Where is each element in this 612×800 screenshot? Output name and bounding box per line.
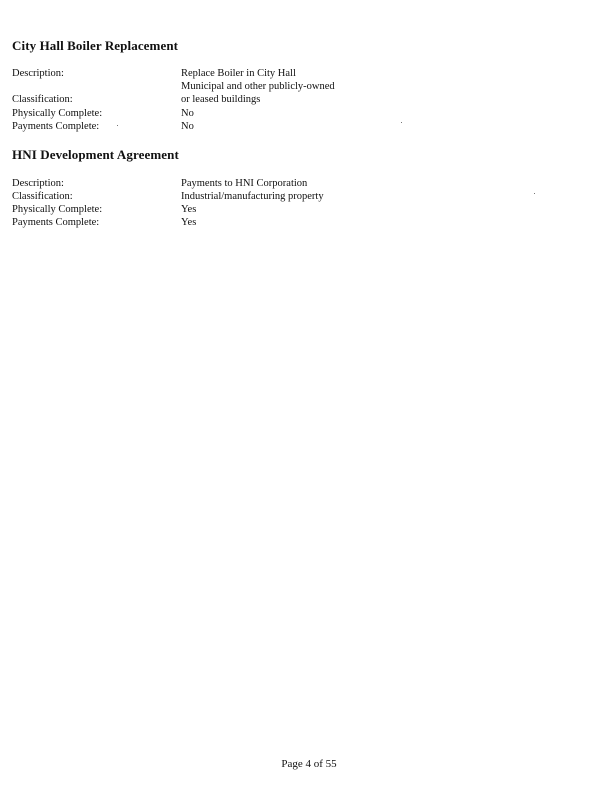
field-label: Payments Complete: [12, 121, 100, 132]
field-label: Classification: [12, 191, 73, 202]
field-label: Description: [12, 178, 64, 189]
field-value: Yes [181, 204, 197, 215]
field-value: Municipal and other publicly-owned [181, 81, 335, 92]
field-value: Replace Boiler in City Hall [181, 68, 296, 79]
field-value: No [181, 121, 194, 132]
field-value: No [181, 108, 194, 119]
scan-speck [117, 125, 118, 126]
field-label: Description: [12, 68, 64, 79]
field-value: Yes [181, 217, 197, 228]
page-footer [0, 758, 612, 770]
scan-speck [534, 193, 535, 194]
field-label: Physically Complete: [12, 108, 103, 119]
field-label: Payments Complete: [12, 217, 100, 228]
field-value: or leased buildings [181, 94, 261, 105]
field-label: Classification: [12, 94, 73, 105]
page-number: Page 4 of 55 [281, 758, 337, 770]
field-label: Physically Complete: [12, 204, 103, 215]
scan-speck [401, 122, 402, 123]
section-title-city-hall-boiler: City Hall Boiler Replacement [12, 38, 179, 53]
field-value: Payments to HNI Corporation [181, 178, 308, 189]
field-value: Industrial/manufacturing property [181, 191, 324, 202]
section-title-hni-development: HNI Development Agreement [12, 147, 179, 162]
